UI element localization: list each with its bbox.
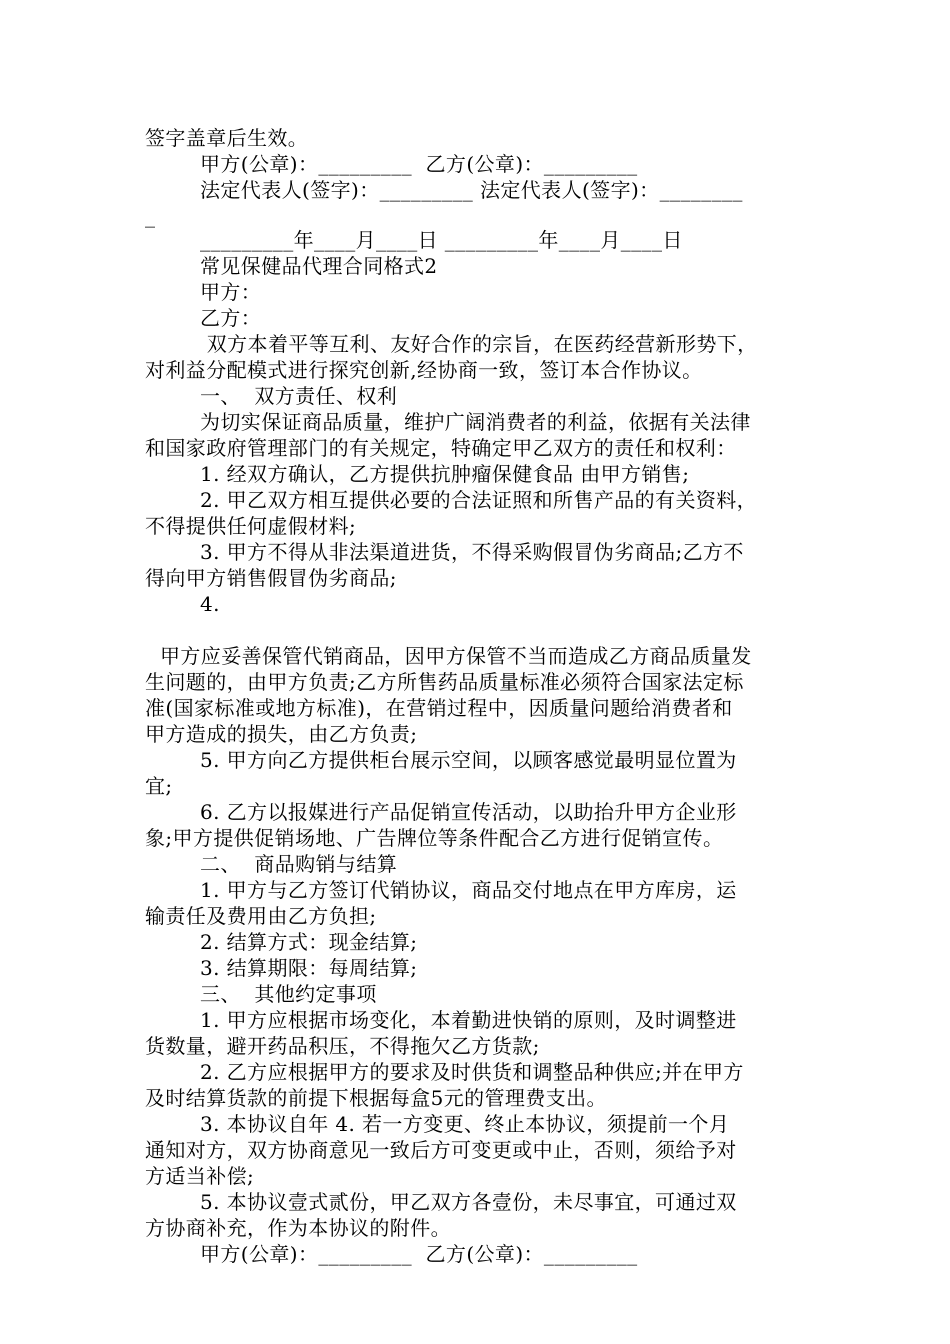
text-line: 及时结算货款的前提下根据每盒5元的管理费支出。	[145, 1086, 607, 1110]
text-line: 方适当补偿;	[145, 1164, 255, 1188]
text-line: 宜;	[145, 774, 173, 798]
section-heading: 二、 商品购销与结算	[200, 852, 398, 876]
text-line: 签字盖章后生效。	[145, 126, 309, 150]
text-line: 不得提供任何虚假材料;	[145, 514, 357, 538]
list-item: 3. 甲方不得从非法渠道进货，不得采购假冒伪劣商品;乙方不	[200, 540, 744, 564]
list-item: 1. 甲方与乙方签订代销协议，商品交付地点在甲方库房，运	[200, 878, 737, 902]
text-line: 象;甲方提供促销场地、广告牌位等条件配合乙方进行促销宣传。	[145, 826, 724, 850]
list-item: 3. 结算期限：每周结算;	[200, 956, 418, 980]
date-line: _________年____月____日 _________年____月____日	[200, 228, 683, 252]
text-line: 和国家政府管理部门的有关规定，特确定甲乙双方的责任和权利：	[145, 436, 737, 460]
text-line: _	[145, 204, 156, 228]
list-item: 6. 乙方以报媒进行产品促销宣传活动，以助抬升甲方企业形	[200, 800, 737, 824]
text-line: 货数量，避开药品积压，不得拖欠乙方货款;	[145, 1034, 540, 1058]
text-line: 对利益分配模式进行探究创新,经协商一致，签订本合作协议。	[145, 358, 703, 382]
signature-line: 甲方(公章)：_________ 乙方(公章)：_________	[200, 152, 638, 176]
section-heading: 一、 双方责任、权利	[200, 384, 398, 408]
list-item: 1. 经双方确认，乙方提供抗肿瘤保健食品 由甲方销售;	[200, 462, 690, 486]
text-line: 甲方应妥善保管代销商品，因甲方保管不当而造成乙方商品质量发	[160, 644, 752, 668]
list-item: 2. 结算方式：现金结算;	[200, 930, 418, 954]
text-line: 方协商补充，作为本协议的附件。	[145, 1216, 451, 1240]
list-item: 1. 甲方应根据市场变化，本着勤进快销的原则，及时调整进	[200, 1008, 737, 1032]
list-item: 5. 本协议壹式贰份，甲乙双方各壹份，未尽事宜，可通过双	[200, 1190, 737, 1214]
list-item: 2. 甲乙双方相互提供必要的合法证照和所售产品的有关资料，	[200, 488, 758, 512]
text-line: 输责任及费用由乙方负担;	[145, 904, 377, 928]
signature-line: 甲方(公章)：_________ 乙方(公章)：_________	[200, 1242, 638, 1266]
text-line: 通知对方，双方协商意见一致后方可变更或中止，否则，须给予对	[145, 1138, 737, 1162]
list-item: 3. 本协议自年 4. 若一方变更、终止本协议，须提前一个月	[200, 1112, 730, 1136]
text-line: 双方本着平等互利、友好合作的宗旨，在医药经营新形势下，	[200, 332, 758, 356]
text-line: 生问题的，由甲方负责;乙方所售药品质量标准必须符合国家法定标	[145, 670, 744, 694]
text-line: 得向甲方销售假冒伪劣商品;	[145, 566, 397, 590]
list-item: 5. 甲方向乙方提供柜台展示空间，以顾客感觉最明显位置为	[200, 748, 737, 772]
party-b-label: 乙方：	[200, 306, 262, 330]
list-item: 2. 乙方应根据甲方的要求及时供货和调整品种供应;并在甲方	[200, 1060, 744, 1084]
text-line: 甲方造成的损失，由乙方负责;	[145, 722, 418, 746]
text-line: 为切实保证商品质量，维护广阔消费者的利益，依据有关法律	[200, 410, 751, 434]
party-a-label: 甲方：	[200, 280, 262, 304]
document-title: 常见保健品代理合同格式2	[200, 254, 438, 278]
section-heading: 三、 其他约定事项	[200, 982, 377, 1006]
signature-line: 法定代表人(签字)：_________ 法定代表人(签字)：________	[200, 178, 743, 202]
list-item: 4.	[200, 592, 220, 616]
text-line: 准(国家标准或地方标准)，在营销过程中，因质量问题给消费者和	[145, 696, 733, 720]
